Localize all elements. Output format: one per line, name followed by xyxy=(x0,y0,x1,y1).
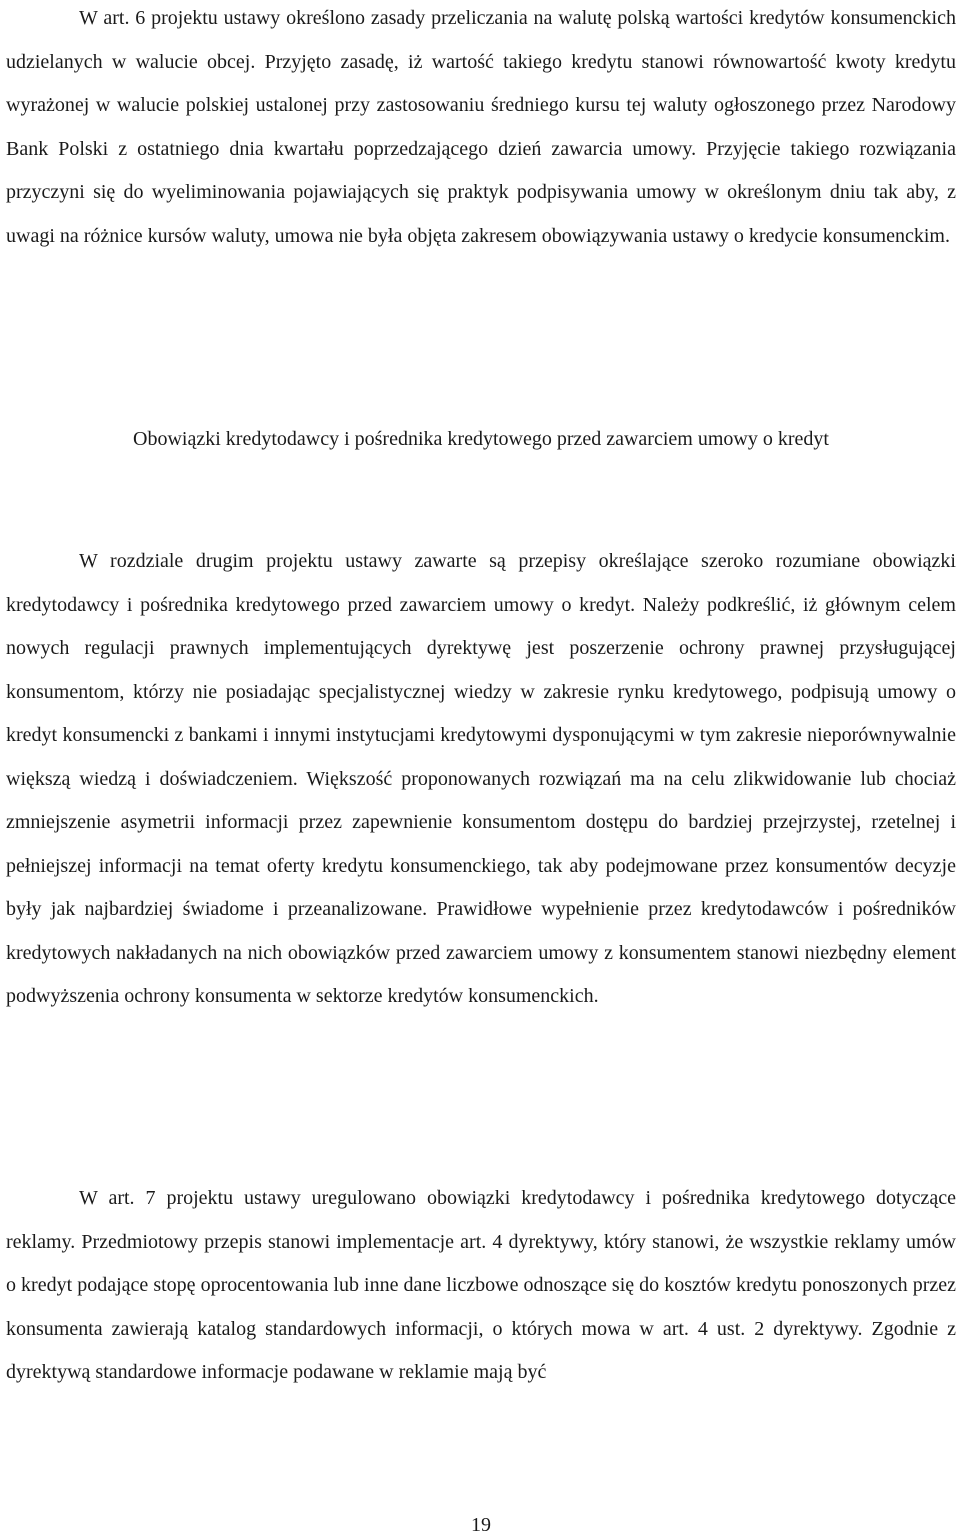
page-number: 19 xyxy=(471,1514,491,1536)
paragraph-chapter-two: W rozdziale drugim projektu ustawy zawarte są przepisy określające szeroko rozumiane obowiązki kredytodawcy i pośrednika kredytowego przed zawarciem umowy o kredyt. Należy podkreślić, iż głównym celem nowych regulacji prawnych implementujących dyrektywę jest poszerzenie ochrony prawnej przysługującej konsumentom, którzy nie posiadając specjalistycznej wiedzy w zakresie rynku kredytowego, podpisują umowy o kredyt konsumencki z bankami i innymi instytucjami kredytowymi dysponującymi w tym zakresie nieporównywalnie większą wiedzą i doświadczeniem. Większość proponowanych rozwiązań ma na celu zlikwidowanie lub chociaż zmniejszenie asymetrii informacji przez zapewnienie konsumentom dostępu do bardziej przejrzystej, rzetelnej i pełniejszej informacji na temat oferty kredytu konsumenckiego, tak aby podejmowane przez konsumentów decyzje były jak najbardziej świadome i przeanalizowane. Prawidłowe wypełnienie przez kredytodawców i pośredników kredytowych nakładanych na nich obowiązków przed zawarciem umowy z konsumentem stanowi niezbędny element podwyższenia ochrony konsumenta w sektorze kredytów konsumenckich. xyxy=(6,550,956,1007)
paragraph-art-6: W art. 6 projektu ustawy określono zasady przeliczania na walutę polską wartości kredytów konsumenckich udzielanych w walucie obcej. Przyjęto zasadę, iż wartość takiego kredytu stanowi równowartość kwoty kredytu wyrażonej w walucie polskiej ustalonej przy zastosowaniu średniego kursu tej waluty ogłoszonego przez Narodowy Bank Polski z ostatniego dnia kwartału poprzedzającego dzień zawarcia umowy. Przyjęcie takiego rozwiązania przyczyni się do wyeliminowania pojawiających się praktyk podpisywania umowy w określonym dniu tak aby, z uwagi na różnice kursów waluty, umowa nie była objęta zakresem obowiązywania ustawy o kredycie konsumenckim. xyxy=(6,7,956,247)
section-heading: Obowiązki kredytodawcy i pośrednika kredytowego przed zawarciem umowy o kredyt xyxy=(133,428,829,450)
paragraph-art-7: W art. 7 projektu ustawy uregulowano obowiązki kredytodawcy i pośrednika kredytowego dotyczące reklamy. Przedmiotowy przepis stanowi implementacje art. 4 dyrektywy, który stanowi, że wszystkie reklamy umów o kredyt podające stopę oprocentowania lub inne dane liczbowe odnoszące się do kosztów kredytu ponoszonych przez konsumenta zawierają katalog standardowych informacji, o których mowa w art. 4 ust. 2 dyrektywy. Zgodnie z dyrektywą standardowe informacje podawane w reklamie mają być xyxy=(6,1187,956,1383)
